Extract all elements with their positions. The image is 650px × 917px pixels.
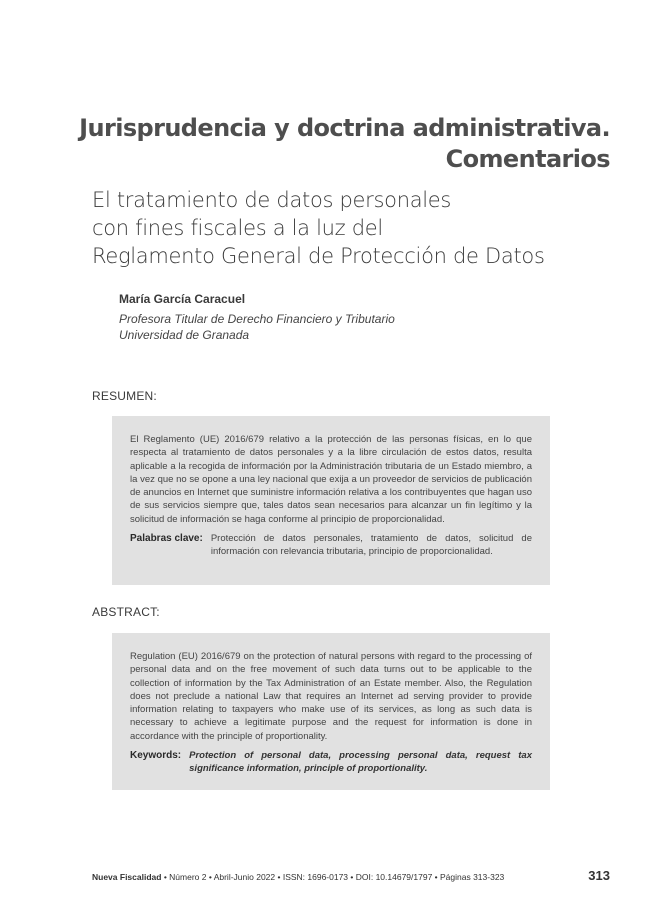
- author-block: [119, 291, 395, 343]
- abstract-keywords-text: Protection of personal data, processing personal data, request tax significance information, principle of proportionality.: [189, 750, 532, 775]
- abstract-text: Regulation (EU) 2016/679 on the protection of natural persons with regard to the processing of personal data and on the free movement of such data turns out to be applicable to the collection of information by the Tax Administration of an Estate member. Also, the Regulation does not preclude a national Law that requires an Internet ad serving provider to provide information relating to taxpayers who make use of its services, as long as such data is necessary to achieve a legitimate purpose and the request for information is done in accordance with the principle of proportionality.: [130, 651, 532, 742]
- resumen-label: RESUMEN:: [92, 389, 157, 403]
- section-title-line2: Comentarios: [445, 145, 610, 173]
- abstract-keywords-label-text: Keywords: [130, 750, 178, 762]
- abstract-label: ABSTRACT:: [92, 605, 160, 619]
- author-affiliation: [119, 311, 395, 343]
- resumen-keywords-label: Palabras clave:: [130, 533, 203, 545]
- section-title-line1: Jurisprudencia y doctrina administrativa.: [79, 114, 610, 142]
- article-title-line2: con fines fiscales a la luz del: [92, 216, 383, 240]
- resumen-keywords-label-text: Palabras clave: [130, 533, 200, 545]
- resumen-keywords: [130, 532, 532, 559]
- article-title-line1: El tratamiento de datos personales: [92, 188, 452, 212]
- footer-journal: Nueva Fiscalidad: [92, 872, 162, 882]
- resumen-keywords-text: Protección de datos personales, tratamiento de datos, solicitud de información con relevancia tributaria, principio de proporcionalidad.: [210, 533, 532, 558]
- abstract-keywords: [130, 749, 532, 776]
- author-position: Profesora Titular de Derecho Financiero y Tributario: [119, 312, 395, 326]
- abstract-keywords-label: Keywords:: [130, 750, 182, 762]
- section-title: [79, 113, 610, 175]
- article-title: [92, 186, 545, 270]
- author-name: María García Caracuel: [119, 292, 246, 306]
- abstract-box: [112, 633, 550, 790]
- footer-citation: [92, 872, 504, 882]
- footer-details: • Número 2 • Abril-Junio 2022 • ISSN: 1696-0173 • DOI: 10.14679/1797 • Páginas 313-323: [161, 872, 505, 882]
- author-institution: Universidad de Granada: [119, 328, 250, 342]
- resumen-box: [112, 416, 550, 585]
- page-number: 313: [588, 868, 610, 883]
- article-title-line3: Reglamento General de Protección de Datos: [92, 244, 545, 268]
- page-footer: [92, 868, 610, 883]
- resumen-text: El Reglamento (UE) 2016/679 relativo a la protección de las personas físicas, en lo que respecta al tratamiento de datos personales y a la libre circulación de estos datos, resulta aplicable a la recogida de información por la Administración tributaria de un Estado miembro, a la vez que no se opone a una ley nacional que exija a un proveedor de servicios de publicación de anuncios en Internet que suministre información relativa a los contribuyentes que hagan uso de sus servicios siempre que, tales datos sean necesarios para alcanzar un fin legítimo y la solicitud de información se haga conforme al principio de proporcionalidad.: [130, 434, 532, 525]
